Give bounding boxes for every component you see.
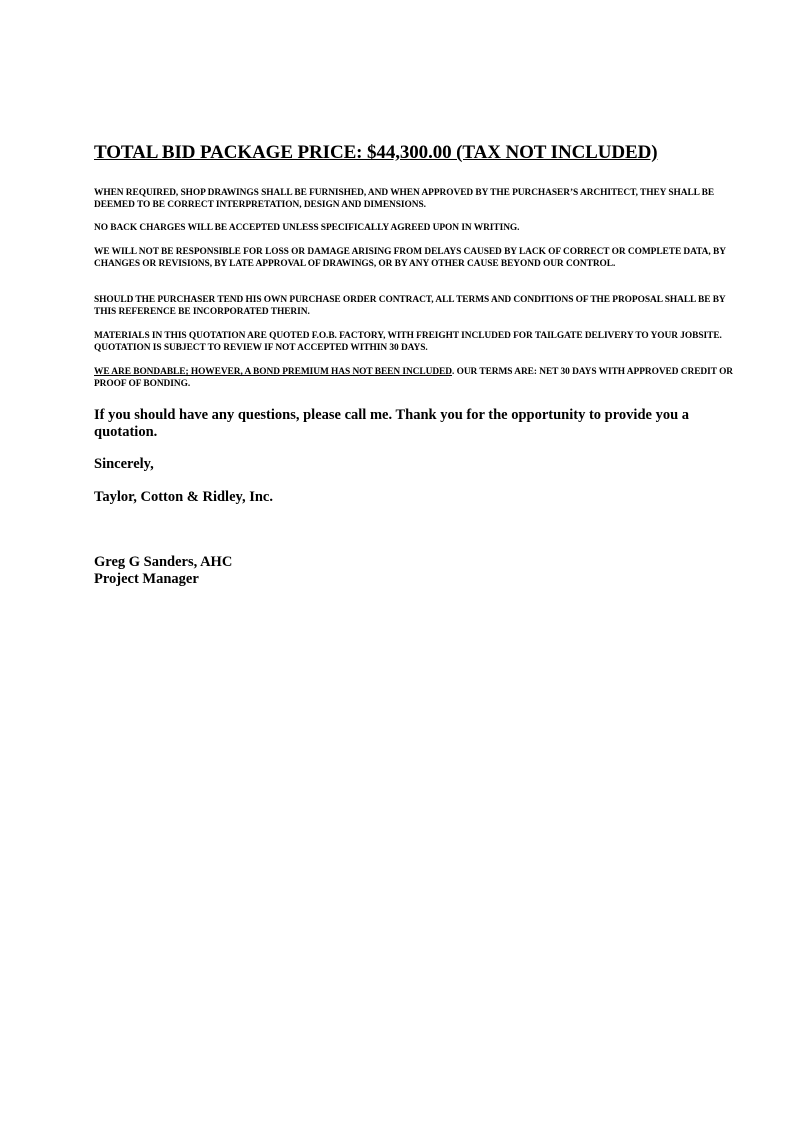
- salutation: Sincerely,: [94, 456, 154, 472]
- signer-title: Project Manager: [94, 571, 199, 587]
- signer-name: Greg G Sanders, AHC: [94, 554, 233, 570]
- purchase-order-clause: SHOULD THE PURCHASER TEND HIS OWN PURCHASE ORDER CONTRACT, ALL TERMS AND CONDITIONS OF THE PROPOSAL SHALL BE BY THIS REFERENCE BE INCORPORATED THERIN.: [94, 295, 726, 318]
- closing-message: If you should have any questions, please call me. Thank you for the opportunity to provide you a quotation.: [94, 407, 690, 440]
- company-name: Taylor, Cotton & Ridley, Inc.: [94, 489, 273, 505]
- freight-clause: MATERIALS IN THIS QUOTATION ARE QUOTED F.O.B. FACTORY, WITH FREIGHT INCLUDED FOR TAILGATE DELIVERY TO YOUR JOBSITE. QUOTATION IS SUBJECT TO REVIEW IF NOT ACCEPTED WITHIN 30 DAYS.: [94, 331, 722, 354]
- back-charges-clause: NO BACK CHARGES WILL BE ACCEPTED UNLESS SPECIFICALLY AGREED UPON IN WRITING.: [94, 223, 520, 233]
- bonding-clause-terms: . OUR TERMS ARE: NET 30 DAYS WITH APPROVED CREDIT OR PROOF OF BONDING.: [94, 367, 734, 390]
- bonding-clause: [94, 366, 744, 391]
- liability-clause: WE WILL NOT BE RESPONSIBLE FOR LOSS OR DAMAGE ARISING FROM DELAYS CAUSED BY LACK OF CORRECT OR COMPLETE DATA, BY CHANGES OR REVISIONS, BY LATE APPROVAL OF DRAWINGS, OR BY ANY OTHER CAUSE BEYOND OUR CONTROL.: [94, 247, 726, 270]
- bonding-clause-underlined: WE ARE BONDABLE; HOWEVER, A BOND PREMIUM HAS NOT BEEN INCLUDED: [94, 367, 452, 377]
- shop-drawings-clause: WHEN REQUIRED, SHOP DRAWINGS SHALL BE FURNISHED, AND WHEN APPROVED BY THE PURCHASER’S ARCHITECT, THEY SHALL BE DEEMED TO BE CORRECT INTERPRETATION, DESIGN AND DIMENSIONS.: [94, 188, 715, 211]
- bid-price-title: TOTAL BID PACKAGE PRICE: $44,300.00 (TAX NOT INCLUDED): [94, 142, 658, 163]
